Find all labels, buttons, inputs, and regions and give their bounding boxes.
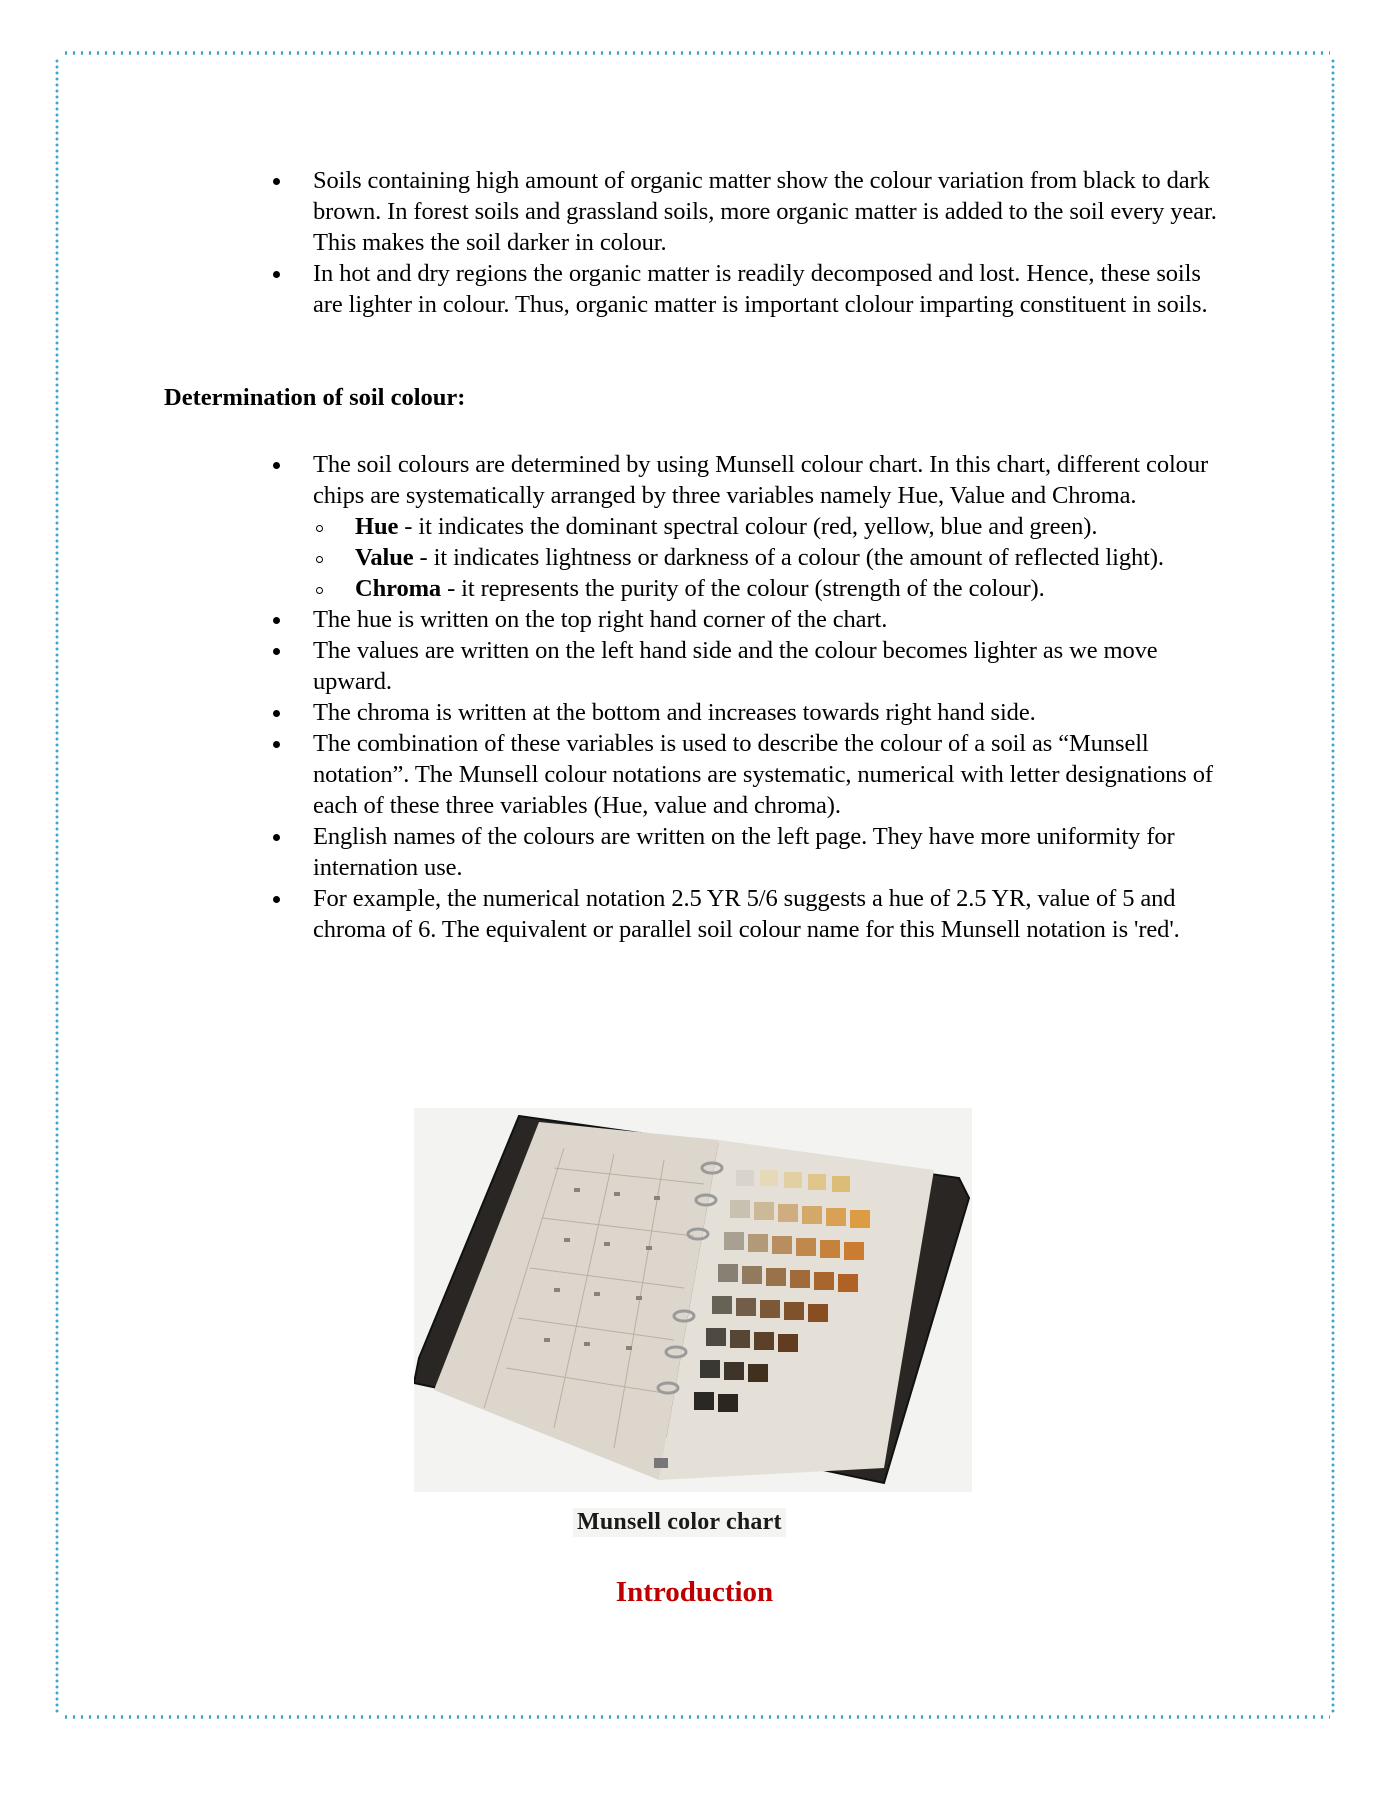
- page-border-left: [55, 58, 59, 1714]
- organic-matter-list: [313, 165, 1233, 320]
- list-item: [313, 697, 1233, 728]
- bullet-icon: [273, 741, 280, 748]
- list-item-text: For example, the numerical notation 2.5 YR 5/6 suggests a hue of 2.5 YR, value of 5 and chroma of 6. The equivalent or parallel soil colour name for this Munsell notation is 'red'.: [313, 885, 1180, 943]
- variable-term: Chroma: [355, 575, 442, 602]
- variable-desc: - it represents the purity of the colour (strength of the colour).: [441, 575, 1045, 602]
- list-item: [313, 821, 1233, 883]
- bullet-icon: [273, 648, 280, 655]
- bullet-icon: [273, 896, 280, 903]
- munsell-variables-list: [273, 511, 1233, 604]
- list-item: [313, 728, 1233, 821]
- list-item-text: The soil colours are determined by using Munsell colour chart. In this chart, different colour chips are systematically arranged by three variables namely Hue, Value and Chroma.: [313, 451, 1209, 509]
- bullet-icon: [273, 617, 280, 624]
- list-item: [313, 449, 1233, 604]
- bullet-icon: [273, 271, 280, 278]
- variable-item-value: [273, 542, 1233, 573]
- section-heading: Determination of soil colour:: [164, 384, 466, 411]
- page-border-top: [62, 50, 1330, 56]
- list-item: [313, 165, 1233, 258]
- list-item-text: Soils containing high amount of organic matter show the colour variation from black to dark brown. In forest soils and grassland soils, more organic matter is added to the soil every year. This makes the soil darker in colour.: [313, 167, 1217, 256]
- list-item-text: The chroma is written at the bottom and increases towards right hand side.: [313, 699, 1036, 726]
- variable-desc: - it indicates lightness or darkness of a colour (the amount of reflected light).: [413, 544, 1164, 571]
- bullet-icon: [273, 178, 280, 185]
- soil-colour-list: [313, 449, 1233, 945]
- list-item-text: The hue is written on the top right hand corner of the chart.: [313, 606, 888, 633]
- munsell-chart-photo: [414, 1108, 972, 1492]
- figure-caption: Munsell color chart: [573, 1508, 786, 1537]
- list-item: [313, 258, 1233, 320]
- list-item: [313, 604, 1233, 635]
- circle-bullet-icon: [316, 556, 323, 563]
- circle-bullet-icon: [316, 587, 323, 594]
- list-item-text: The values are written on the left hand side and the colour becomes lighter as we move upward.: [313, 637, 1158, 695]
- list-item: [313, 883, 1233, 945]
- circle-bullet-icon: [316, 525, 323, 532]
- page-border-bottom: [62, 1714, 1330, 1720]
- page-border-right: [1331, 58, 1335, 1714]
- list-item-text: English names of the colours are written on the left page. They have more uniformity for internation use.: [313, 823, 1175, 881]
- list-item-text: In hot and dry regions the organic matter is readily decomposed and lost. Hence, these soils are lighter in colour. Thus, organic matter is important clolour imparting constituent in soils.: [313, 260, 1208, 318]
- variable-item-hue: [273, 511, 1233, 542]
- variable-desc: - it indicates the dominant spectral colour (red, yellow, blue and green).: [398, 513, 1098, 540]
- variable-term: Hue: [355, 513, 399, 540]
- variable-term: Value: [355, 544, 414, 571]
- variable-item-chroma: [273, 573, 1233, 604]
- list-item: [313, 635, 1233, 697]
- bullet-icon: [273, 834, 280, 841]
- bullet-icon: [273, 710, 280, 717]
- section-title-introduction: Introduction: [615, 1576, 774, 1608]
- bullet-icon: [273, 462, 280, 469]
- list-item-text: The combination of these variables is used to describe the colour of a soil as “Munsell notation”. The Munsell colour notations are systematic, numerical with letter designations of each of these three variables (Hue, value and chroma).: [313, 730, 1213, 819]
